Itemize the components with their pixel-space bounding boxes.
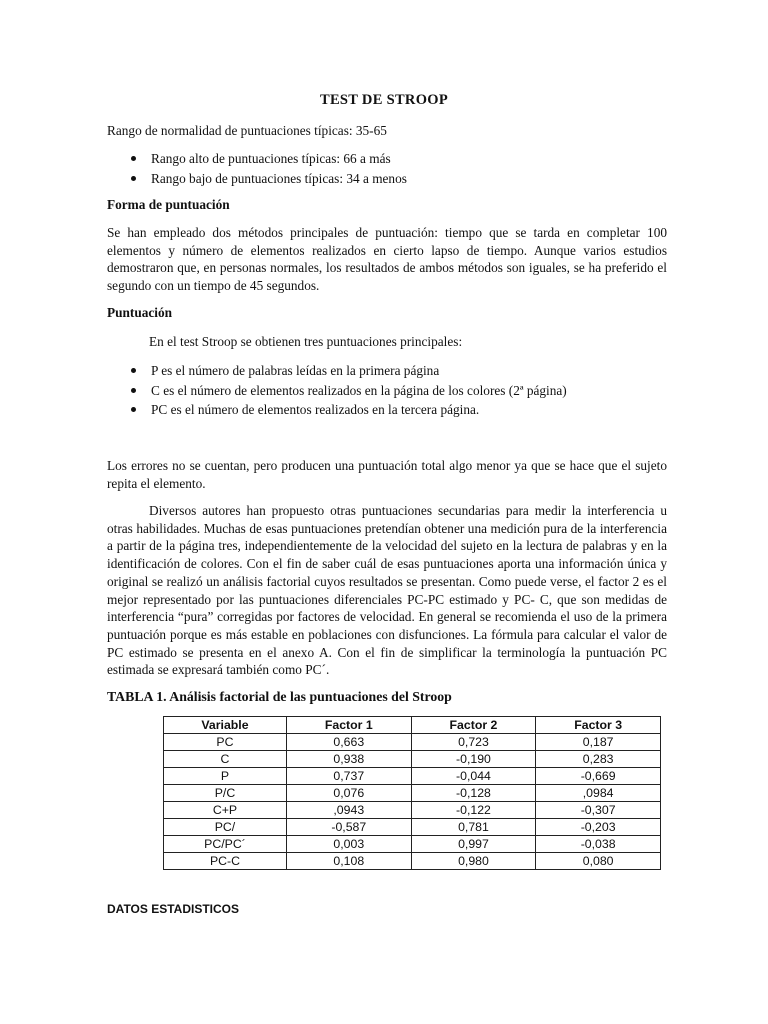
table-row — [164, 768, 661, 785]
authors-paragraph — [107, 502, 667, 679]
table-cell: -0,669 — [536, 768, 661, 785]
table-cell: 0,108 — [286, 853, 411, 870]
table-cell: P — [164, 768, 287, 785]
table-cell: 0,283 — [536, 751, 661, 768]
table-cell: PC/ — [164, 819, 287, 836]
table-cell: 0,723 — [411, 734, 536, 751]
table-cell: -0,587 — [286, 819, 411, 836]
table-title: TABLA 1. Análisis factorial de las puntuaciones del Stroop — [107, 689, 452, 704]
table-cell: 0,076 — [286, 785, 411, 802]
table-cell: PC/PC´ — [164, 836, 287, 853]
list-item: C es el número de elementos realizados en la página de los colores (2ª página) — [107, 381, 567, 401]
ranges-list — [107, 149, 407, 188]
table-cell: -0,190 — [411, 751, 536, 768]
scores-heading: Puntuación — [107, 305, 173, 320]
table-cell: -0,307 — [536, 802, 661, 819]
scores-list — [107, 361, 567, 420]
table-cell: 0,980 — [411, 853, 536, 870]
table-cell: C — [164, 751, 287, 768]
column-header: Factor 1 — [286, 717, 411, 734]
table-cell: PC — [164, 734, 287, 751]
table-cell: 0,187 — [536, 734, 661, 751]
factor-table — [163, 716, 661, 870]
scoring-heading: Forma de puntuación — [107, 197, 230, 212]
table-cell: ,0943 — [286, 802, 411, 819]
stats-heading: DATOS ESTADISTICOS — [107, 902, 240, 916]
table-cell: P/C — [164, 785, 287, 802]
table-cell: 0,997 — [411, 836, 536, 853]
table-row — [164, 785, 661, 802]
table-cell: 0,663 — [286, 734, 411, 751]
table-cell: -0,203 — [536, 819, 661, 836]
table-cell: C+P — [164, 802, 287, 819]
table-cell: -0,044 — [411, 768, 536, 785]
table-row — [164, 836, 661, 853]
table-cell: 0,737 — [286, 768, 411, 785]
errors-paragraph: Los errores no se cuentan, pero producen una puntuación total algo menor ya que se hace que el sujeto repita el elemento. — [107, 458, 667, 491]
scores-intro: En el test Stroop se obtienen tres puntuaciones principales: — [149, 334, 463, 349]
table-cell: PC-C — [164, 853, 287, 870]
list-item: Rango bajo de puntuaciones típicas: 34 a menos — [107, 169, 407, 189]
list-item: Rango alto de puntuaciones típicas: 66 a más — [107, 149, 407, 169]
table-row — [164, 734, 661, 751]
table-row — [164, 751, 661, 768]
page-title: TEST DE STROOP — [319, 92, 449, 108]
table-cell: 0,781 — [411, 819, 536, 836]
table-cell: -0,038 — [536, 836, 661, 853]
column-header: Factor 3 — [536, 717, 661, 734]
table-row — [164, 853, 661, 870]
table-row — [164, 819, 661, 836]
list-item: P es el número de palabras leídas en la primera página — [107, 361, 567, 381]
table-cell: 0,938 — [286, 751, 411, 768]
table-cell: ,0984 — [536, 785, 661, 802]
column-header: Variable — [164, 717, 287, 734]
list-item: PC es el número de elementos realizados en la tercera página. — [107, 400, 567, 420]
table-cell: 0,003 — [286, 836, 411, 853]
table-header-row — [164, 717, 661, 734]
table-cell: 0,080 — [536, 853, 661, 870]
table-row — [164, 802, 661, 819]
table-cell: -0,122 — [411, 802, 536, 819]
table-cell: -0,128 — [411, 785, 536, 802]
column-header: Factor 2 — [411, 717, 536, 734]
normality-range: Rango de normalidad de puntuaciones típicas: 35-65 — [107, 123, 387, 138]
scoring-paragraph: Se han empleado dos métodos principales de puntuación: tiempo que se tarda en completar 100 elementos y número de elementos realizados en cierto lapso de tiempo. Aunque varios estudios demostraron que, en personas normales, los resultados de ambos métodos son iguales, se ha preferido el segundo con un tiempo de 45 segundos. — [107, 225, 667, 294]
authors-text: Diversos autores han propuesto otras puntuaciones secundarias para medir la interferencia u otras habilidades. Muchas de esas puntuaciones pretendían obtener una medición pura de la interferencia a partir de la página tres, independientemente de la velocidad del sujeto en la lectura de palabras y en la identificación de colores. Con el fin de saber cuál de esas puntuaciones aporta una información única y original se realizó un análisis factorial cuyos resultados se presentan. Como puede verse, el factor 2 es el mejor representado por las puntuaciones diferenciales PC-PC estimado y PC- C, que son medidas de interferencia “pura” corregidas por factores de velocidad. En general se recomienda el uso de la primera puntuación porque es más estable en poblaciones con disfunciones. La fórmula para calcular el valor de PC estimado se presenta en el anexo A. Con el fin de simplificar la terminología la puntuación PC estimada se expresará también como PC´. — [107, 503, 667, 678]
